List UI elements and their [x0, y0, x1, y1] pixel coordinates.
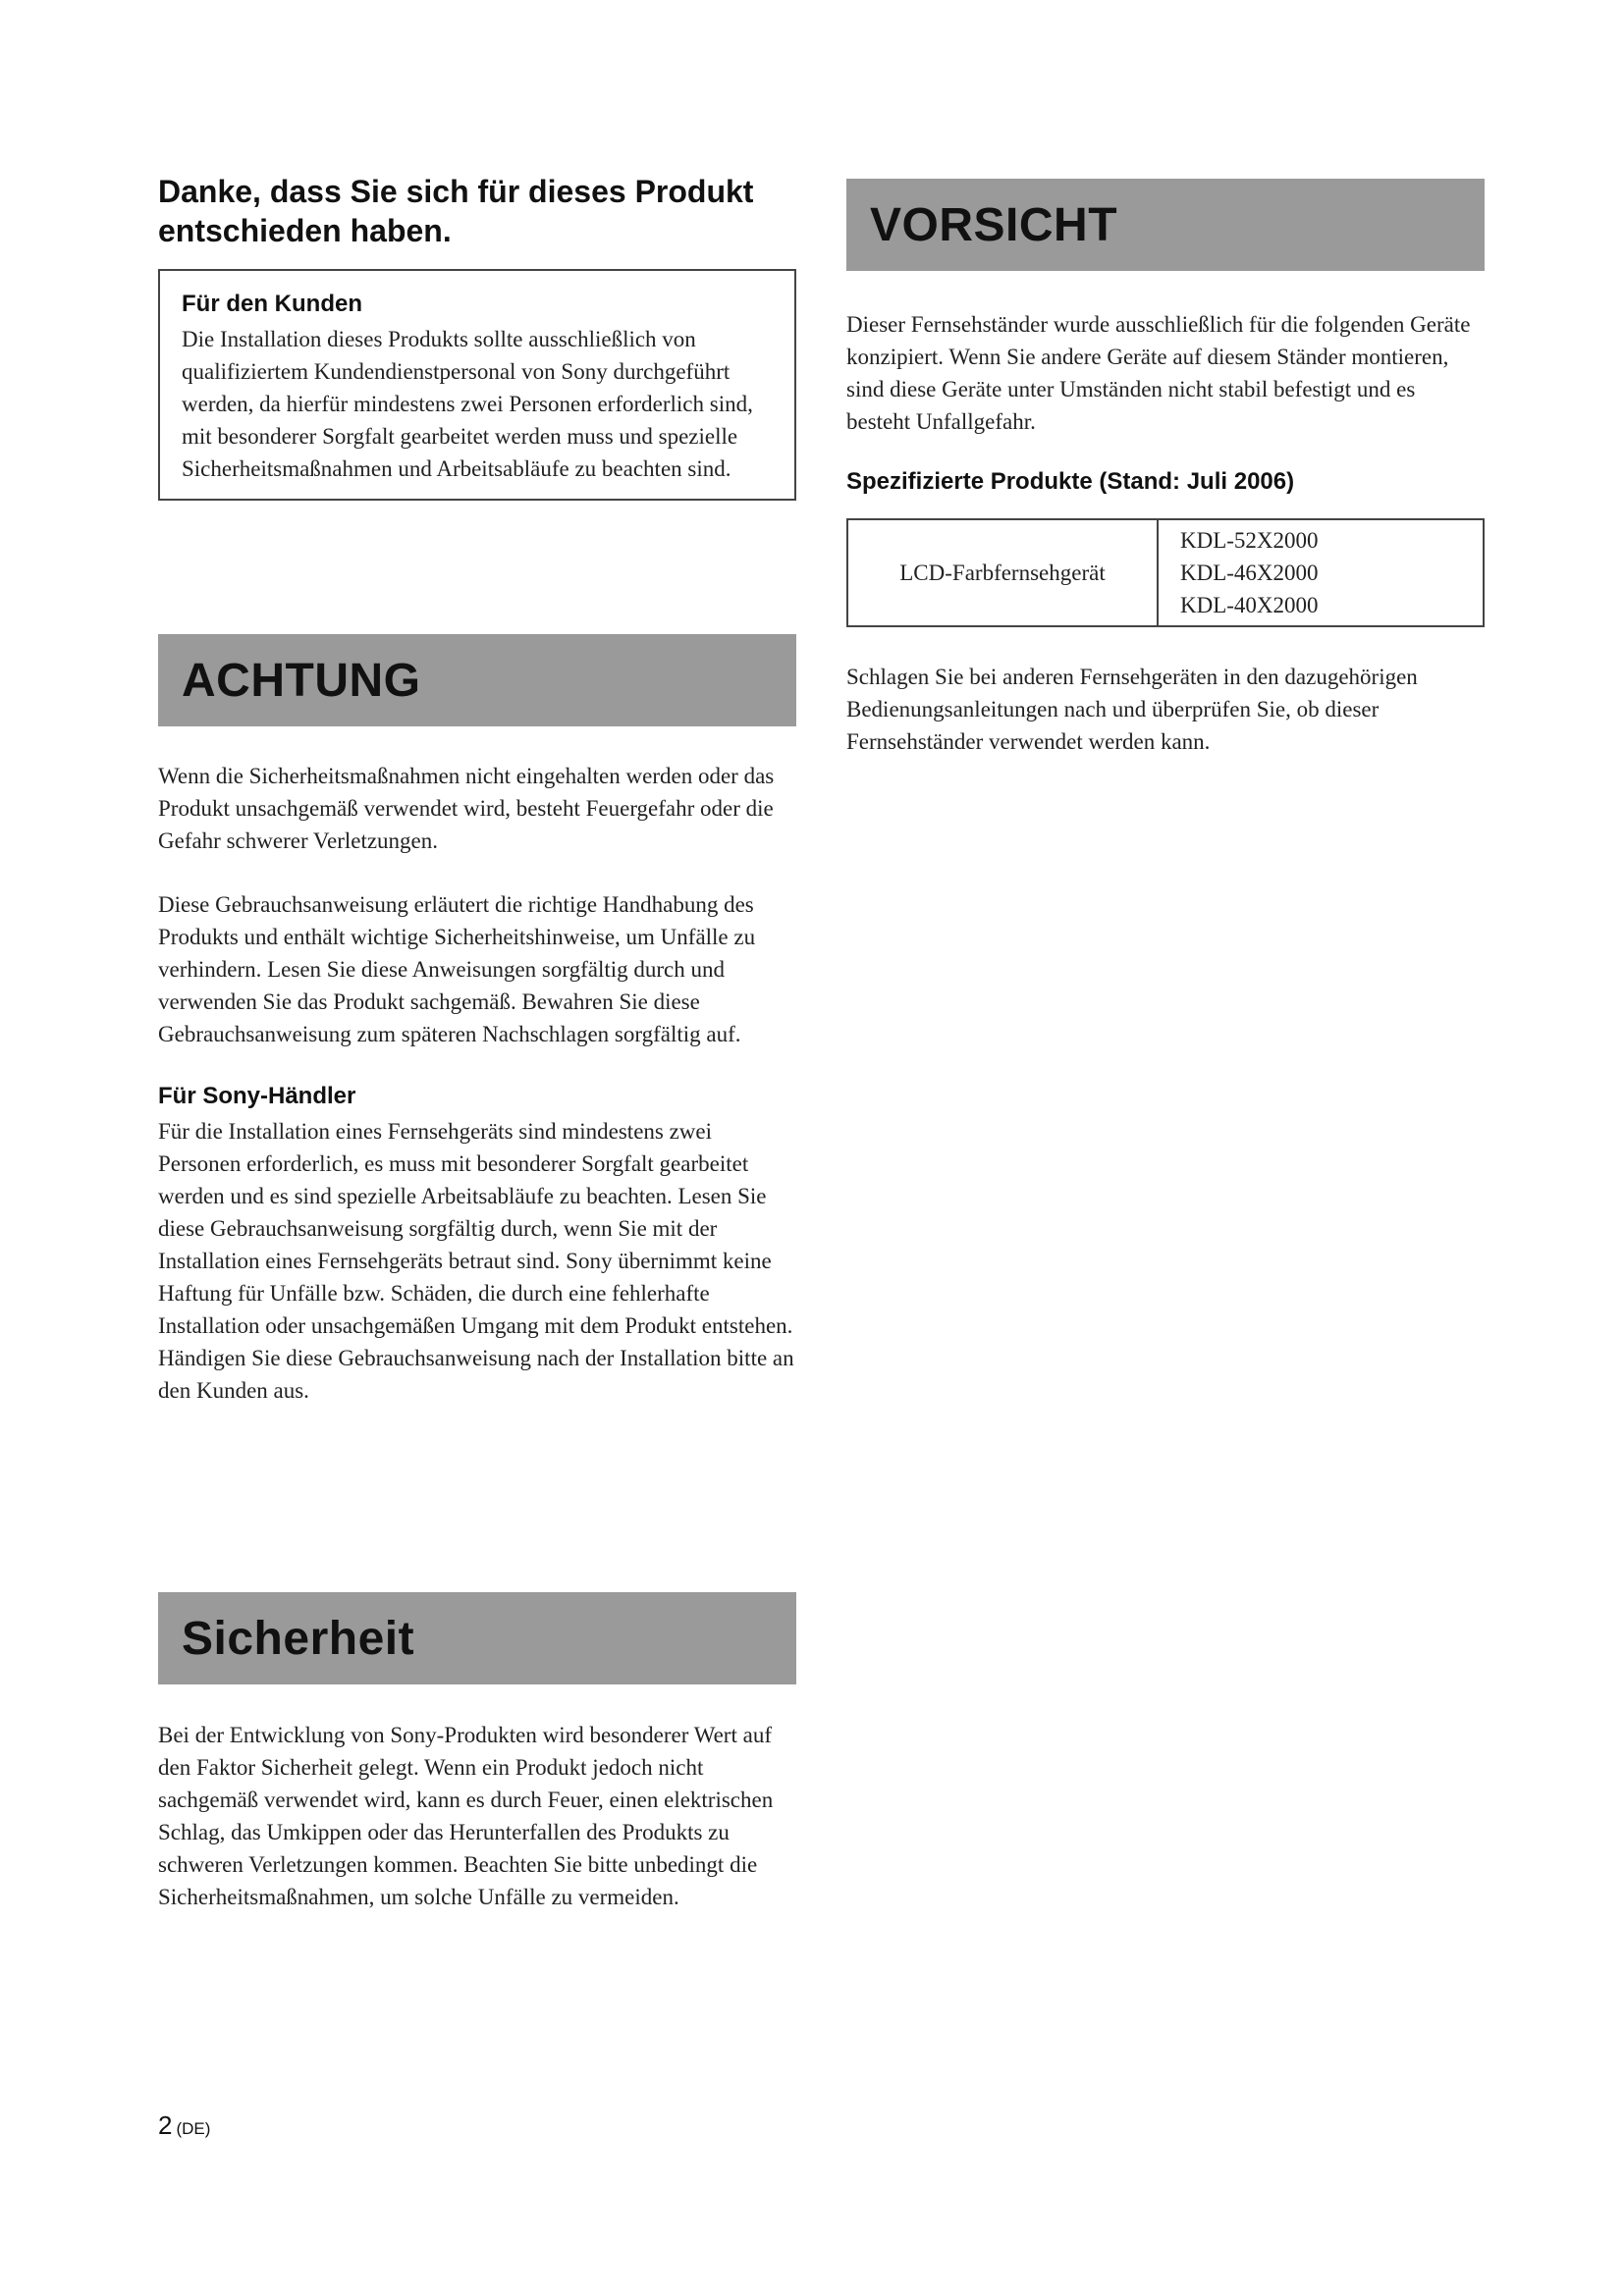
- vorsicht-paragraph-2: Schlagen Sie bei anderen Fernsehgeräten in den dazugehörigen Bedienungsanleitungen nach und überprüfen Sie, ob dieser Fernsehständer verwendet werden kann.: [846, 665, 1418, 754]
- spec-heading: Spezifizierte Produkte (Stand: Juli 2006): [846, 468, 1295, 495]
- dealer-heading: Für Sony-Händler: [158, 1083, 356, 1109]
- sicherheit-paragraph: Bei der Entwicklung von Sony-Produkten wird besonderer Wert auf den Faktor Sicherheit gelegt. Wenn ein Produkt jedoch nicht sachgemäß verwendet wird, kann es durch Feuer, einen elektrischen Schlag, das Umkippen oder das Herunterfallen des Produkts zu schweren Verletzungen kommen. Beachten Sie bitte unbedingt die Sicherheitsmaßnahmen, um solche Unfälle zu vermeiden.: [158, 1723, 774, 1909]
- achtung-paragraph-1: Wenn die Sicherheitsmaßnahmen nicht eingehalten werden oder das Produkt unsachgemäß verwendet wird, besteht Feuergefahr oder die Gefahr schwerer Verletzungen.: [158, 764, 775, 853]
- achtung-section: [158, 760, 796, 1407]
- customer-heading: Für den Kunden: [182, 291, 362, 317]
- page-title: Danke, dass Sie sich für dieses Produkt entschieden haben.: [158, 174, 754, 248]
- left-column: [158, 172, 796, 501]
- sicherheit-section: [158, 1719, 796, 1913]
- achtung-banner-label: ACHTUNG: [182, 654, 421, 707]
- spec-table: [846, 518, 1485, 627]
- vorsicht-paragraph-1: Dieser Fernsehständer wurde ausschließlich für die folgenden Geräte konzipiert. Wenn Sie andere Geräte auf diesem Ständer montieren, sind diese Geräte unter Umständen nicht stabil befestigt und es besteht Unfallgefahr.: [846, 312, 1471, 434]
- spec-model: KDL-40X2000: [1180, 593, 1319, 617]
- page-footer: [158, 2110, 210, 2141]
- sicherheit-banner: [158, 1592, 796, 1684]
- customer-notice-text: Die Installation dieses Produkts sollte ausschließlich von qualifiziertem Kundendienstpersonal von Sony durchgeführt werden, da hierfür mindestens zwei Personen erforderlich sind, mit besonderer Sorgfalt gearbeitet werden muss und spezielle Sicherheitsmaßnahmen und Arbeitsabläufe zu beachten sind.: [182, 327, 753, 481]
- customer-notice-box: [158, 269, 796, 501]
- vorsicht-banner-label: VORSICHT: [870, 198, 1118, 251]
- spec-table-row: [847, 519, 1484, 626]
- right-column: [846, 179, 1485, 758]
- spec-product-type: LCD-Farbfernsehgerät: [847, 519, 1158, 626]
- vorsicht-banner: [846, 179, 1485, 271]
- sicherheit-banner-label: Sicherheit: [182, 1612, 415, 1665]
- spec-model: KDL-46X2000: [1180, 561, 1319, 585]
- achtung-banner: [158, 634, 796, 726]
- page-number: 2: [158, 2110, 173, 2140]
- language-code: (DE): [176, 2119, 211, 2138]
- achtung-paragraph-2: Diese Gebrauchsanweisung erläutert die richtige Handhabung des Produkts und enthält wichtige Sicherheitshinweise, um Unfälle zu verhindern. Lesen Sie diese Anweisungen sorgfältig durch und verwenden Sie das Produkt sachgemäß. Bewahren Sie diese Gebrauchsanweisung zum späteren Nachschlagen sorgfältig auf.: [158, 892, 756, 1046]
- spec-model: KDL-52X2000: [1180, 528, 1319, 553]
- spec-models-cell: [1158, 519, 1484, 626]
- dealer-text: Für die Installation eines Fernsehgeräts sind mindestens zwei Personen erforderlich, es muss mit besonderer Sorgfalt gearbeitet werden und es sind spezielle Arbeitsabläufe zu beachten. Lesen Sie diese Gebrauchsanweisung sorgfältig durch, wenn Sie mit der Installation eines Fernsehgeräts betraut sind. Sony übernimmt keine Haftung für Unfälle bzw. Schäden, die durch eine fehlerhafte Installation oder unsachgemäßen Umgang mit dem Produkt entstehen. Händigen Sie diese Gebrauchsanweisung nach der Installation bitte an den Kunden aus.: [158, 1119, 794, 1403]
